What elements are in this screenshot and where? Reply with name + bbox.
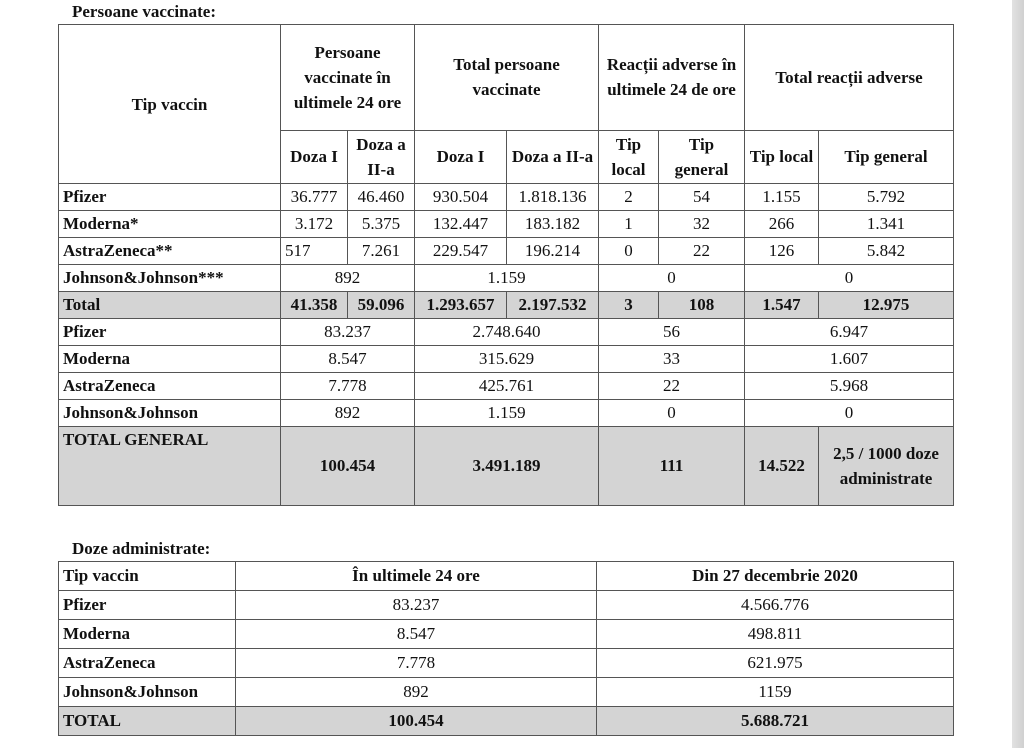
table-row xyxy=(59,591,954,620)
row-name: AstraZeneca** xyxy=(59,238,281,265)
header-tip-vaccin: Tip vaccin xyxy=(59,25,281,184)
row-name: Pfizer xyxy=(59,591,236,620)
cell-vaccinated-24: 892 xyxy=(281,400,415,427)
row-name: Johnson&Johnson*** xyxy=(59,265,281,292)
cell-since: 498.811 xyxy=(597,620,954,649)
section-title-doses: Doze administrate: xyxy=(72,539,211,558)
header-doza1: Doza I xyxy=(281,130,348,183)
cell-since: 5.688.721 xyxy=(597,707,954,736)
cell-d1-total: 930.504 xyxy=(415,184,507,211)
cell-local-24: 1 xyxy=(599,211,659,238)
header-total-vaccinated: Total persoane vaccinate xyxy=(415,25,599,131)
cell-vaccinated-total: 1.159 xyxy=(415,400,599,427)
cell-d1-24: 3.172 xyxy=(281,211,348,238)
row-name: Moderna xyxy=(59,620,236,649)
cell-adverse-total: 0 xyxy=(745,265,954,292)
table-row xyxy=(59,184,954,211)
table-row xyxy=(59,211,954,238)
cell-since: 4.566.776 xyxy=(597,591,954,620)
cell-vaccinated-24: 892 xyxy=(281,265,415,292)
cell-adverse-total: 0 xyxy=(745,400,954,427)
header-doza2: Doza a II-a xyxy=(348,130,415,183)
cell-vaccinated-24: 100.454 xyxy=(281,427,415,506)
cell-d1-24: 41.358 xyxy=(281,292,348,319)
cell-last24: 892 xyxy=(236,678,597,707)
section-title-vaccinated: Persoane vaccinate: xyxy=(72,2,216,21)
header-doza2-total: Doza a II-a xyxy=(507,130,599,183)
cell-vaccinated-total: 2.748.640 xyxy=(415,319,599,346)
row-name: Johnson&Johnson xyxy=(59,400,281,427)
header-since: Din 27 decembrie 2020 xyxy=(597,562,954,591)
table-row xyxy=(59,265,954,292)
table-row xyxy=(59,620,954,649)
header-row xyxy=(59,562,954,591)
vaccinated-table xyxy=(58,24,954,506)
header-last24: Persoane vaccinate în ultimele 24 ore xyxy=(281,25,415,131)
header-total-adverse: Total reacții adverse xyxy=(745,25,954,131)
cell-general-24: 22 xyxy=(659,238,745,265)
header-doza1-total: Doza I xyxy=(415,130,507,183)
row-name: TOTAL xyxy=(59,707,236,736)
row-name: Moderna* xyxy=(59,211,281,238)
grand-total-row xyxy=(59,427,954,506)
cell-d2-24: 7.261 xyxy=(348,238,415,265)
cell-general-24: 108 xyxy=(659,292,745,319)
header-row-1 xyxy=(59,25,954,131)
cell-d1-24: 36.777 xyxy=(281,184,348,211)
cell-adverse-24: 0 xyxy=(599,265,745,292)
cell-local-total: 266 xyxy=(745,211,819,238)
total-row xyxy=(59,707,954,736)
row-name: Johnson&Johnson xyxy=(59,678,236,707)
cell-general-total: 12.975 xyxy=(819,292,954,319)
cell-local-24: 3 xyxy=(599,292,659,319)
cell-d2-24: 46.460 xyxy=(348,184,415,211)
table-row xyxy=(59,373,954,400)
cell-vaccinated-24: 7.778 xyxy=(281,373,415,400)
cell-general-24: 32 xyxy=(659,211,745,238)
cell-vaccinated-24: 8.547 xyxy=(281,346,415,373)
header-tip-general-total: Tip general xyxy=(819,130,954,183)
cell-last24: 83.237 xyxy=(236,591,597,620)
cell-d1-total: 229.547 xyxy=(415,238,507,265)
cell-d2-24: 59.096 xyxy=(348,292,415,319)
cell-d2-24: 5.375 xyxy=(348,211,415,238)
header-tip-local-24: Tip local xyxy=(599,130,659,183)
cell-vaccinated-24: 83.237 xyxy=(281,319,415,346)
row-name: Moderna xyxy=(59,346,281,373)
cell-vaccinated-total: 3.491.189 xyxy=(415,427,599,506)
cell-since: 621.975 xyxy=(597,649,954,678)
table-row xyxy=(59,678,954,707)
header-adverse24: Reacții adverse în ultimele 24 de ore xyxy=(599,25,745,131)
header-tip-local-total: Tip local xyxy=(745,130,819,183)
cell-local-total: 126 xyxy=(745,238,819,265)
header-tip-general-24: Tip general xyxy=(659,130,745,183)
cell-adverse-local-total: 14.522 xyxy=(745,427,819,506)
cell-d1-total: 1.293.657 xyxy=(415,292,507,319)
cell-adverse-24: 0 xyxy=(599,400,745,427)
total-row xyxy=(59,292,954,319)
cell-d2-total: 2.197.532 xyxy=(507,292,599,319)
cell-adverse-24: 56 xyxy=(599,319,745,346)
cell-since: 1159 xyxy=(597,678,954,707)
cell-adverse-total: 5.968 xyxy=(745,373,954,400)
cell-general-total: 5.792 xyxy=(819,184,954,211)
table-row xyxy=(59,319,954,346)
page-edge xyxy=(1012,0,1024,748)
cell-d1-24: 517 xyxy=(281,238,348,265)
cell-adverse-rate: 2,5 / 1000 doze administrate xyxy=(819,427,954,506)
row-name: Total xyxy=(59,292,281,319)
cell-general-total: 1.341 xyxy=(819,211,954,238)
cell-local-24: 0 xyxy=(599,238,659,265)
cell-adverse-24: 111 xyxy=(599,427,745,506)
cell-last24: 7.778 xyxy=(236,649,597,678)
cell-d1-total: 132.447 xyxy=(415,211,507,238)
row-name: Pfizer xyxy=(59,184,281,211)
cell-vaccinated-total: 425.761 xyxy=(415,373,599,400)
cell-adverse-24: 22 xyxy=(599,373,745,400)
cell-general-total: 5.842 xyxy=(819,238,954,265)
cell-general-24: 54 xyxy=(659,184,745,211)
cell-local-total: 1.547 xyxy=(745,292,819,319)
table-row xyxy=(59,400,954,427)
cell-d2-total: 183.182 xyxy=(507,211,599,238)
cell-adverse-total: 1.607 xyxy=(745,346,954,373)
header-tip-vaccin: Tip vaccin xyxy=(59,562,236,591)
table-row xyxy=(59,649,954,678)
cell-local-24: 2 xyxy=(599,184,659,211)
header-last24: În ultimele 24 ore xyxy=(236,562,597,591)
cell-adverse-24: 33 xyxy=(599,346,745,373)
doses-table xyxy=(58,561,954,736)
cell-d2-total: 196.214 xyxy=(507,238,599,265)
cell-vaccinated-total: 315.629 xyxy=(415,346,599,373)
cell-local-total: 1.155 xyxy=(745,184,819,211)
row-name: AstraZeneca xyxy=(59,649,236,678)
cell-d2-total: 1.818.136 xyxy=(507,184,599,211)
table-row xyxy=(59,238,954,265)
row-name: AstraZeneca xyxy=(59,373,281,400)
row-name: TOTAL GENERAL xyxy=(59,427,281,506)
row-name: Pfizer xyxy=(59,319,281,346)
table-row xyxy=(59,346,954,373)
cell-adverse-total: 6.947 xyxy=(745,319,954,346)
cell-vaccinated-total: 1.159 xyxy=(415,265,599,292)
cell-last24: 8.547 xyxy=(236,620,597,649)
cell-last24: 100.454 xyxy=(236,707,597,736)
